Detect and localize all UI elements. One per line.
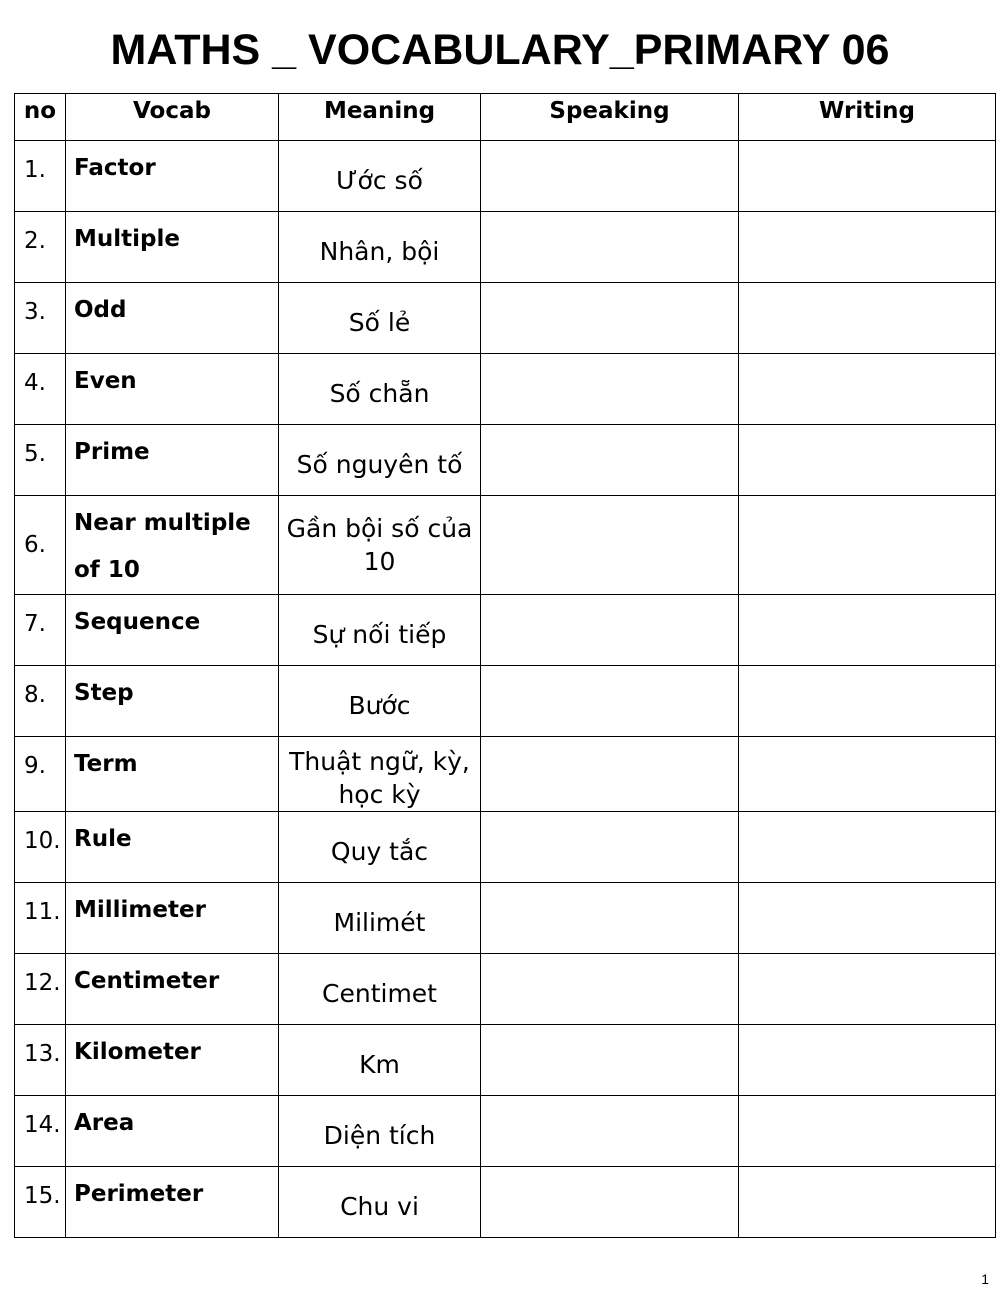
vocab-meaning: Diện tích	[279, 1096, 481, 1167]
table-row	[15, 812, 996, 883]
speaking-cell[interactable]	[481, 812, 739, 883]
speaking-cell[interactable]	[481, 141, 739, 212]
writing-cell[interactable]	[739, 1167, 996, 1238]
table-row	[15, 1167, 996, 1238]
vocab-meaning: Gần bội số của 10	[279, 496, 481, 595]
writing-cell[interactable]	[739, 283, 996, 354]
vocab-term: Area	[66, 1096, 279, 1167]
vocab-term: Kilometer	[66, 1025, 279, 1096]
table-row	[15, 496, 996, 595]
vocab-term: Near multiple of 10	[66, 496, 279, 595]
table-row	[15, 354, 996, 425]
vocab-term: Prime	[66, 425, 279, 496]
writing-cell[interactable]	[739, 141, 996, 212]
vocab-meaning: Số nguyên tố	[279, 425, 481, 496]
table-row	[15, 212, 996, 283]
row-number: 7.	[15, 595, 66, 666]
writing-cell[interactable]	[739, 354, 996, 425]
row-number: 8.	[15, 666, 66, 737]
vocab-meaning: Centimet	[279, 954, 481, 1025]
table-row	[15, 1025, 996, 1096]
writing-cell[interactable]	[739, 666, 996, 737]
speaking-cell[interactable]	[481, 737, 739, 812]
speaking-cell[interactable]	[481, 954, 739, 1025]
speaking-cell[interactable]	[481, 1096, 739, 1167]
writing-cell[interactable]	[739, 425, 996, 496]
table-row	[15, 283, 996, 354]
writing-cell[interactable]	[739, 737, 996, 812]
row-number: 1.	[15, 141, 66, 212]
speaking-cell[interactable]	[481, 354, 739, 425]
writing-cell[interactable]	[739, 595, 996, 666]
speaking-cell[interactable]	[481, 666, 739, 737]
column-header-vocab: Vocab	[66, 94, 279, 141]
vocab-term: Multiple	[66, 212, 279, 283]
column-header-meaning: Meaning	[279, 94, 481, 141]
table-row	[15, 883, 996, 954]
vocab-meaning: Thuật ngữ, kỳ, học kỳ	[279, 737, 481, 812]
row-number: 14.	[15, 1096, 66, 1167]
speaking-cell[interactable]	[481, 496, 739, 595]
row-number: 12.	[15, 954, 66, 1025]
speaking-cell[interactable]	[481, 212, 739, 283]
row-number: 15.	[15, 1167, 66, 1238]
row-number: 6.	[15, 496, 66, 595]
row-number: 4.	[15, 354, 66, 425]
vocab-meaning: Km	[279, 1025, 481, 1096]
writing-cell[interactable]	[739, 496, 996, 595]
vocab-term: Even	[66, 354, 279, 425]
vocab-term: Rule	[66, 812, 279, 883]
speaking-cell[interactable]	[481, 595, 739, 666]
vocab-meaning: Milimét	[279, 883, 481, 954]
writing-cell[interactable]	[739, 954, 996, 1025]
page-title: MATHS _ VOCABULARY_PRIMARY 06	[110, 26, 890, 74]
vocab-meaning: Bước	[279, 666, 481, 737]
vocab-meaning: Ước số	[279, 141, 481, 212]
speaking-cell[interactable]	[481, 283, 739, 354]
row-number: 11.	[15, 883, 66, 954]
row-number: 3.	[15, 283, 66, 354]
row-number: 13.	[15, 1025, 66, 1096]
table-row	[15, 141, 996, 212]
row-number: 2.	[15, 212, 66, 283]
vocab-meaning: Chu vi	[279, 1167, 481, 1238]
vocab-term: Term	[66, 737, 279, 812]
speaking-cell[interactable]	[481, 1025, 739, 1096]
vocab-meaning: Số lẻ	[279, 283, 481, 354]
vocab-term: Sequence	[66, 595, 279, 666]
column-header-speaking: Speaking	[481, 94, 739, 141]
table-row	[15, 1096, 996, 1167]
table-row	[15, 425, 996, 496]
table-header-row	[15, 94, 996, 141]
row-number: 5.	[15, 425, 66, 496]
speaking-cell[interactable]	[481, 425, 739, 496]
table-row	[15, 666, 996, 737]
row-number: 10.	[15, 812, 66, 883]
speaking-cell[interactable]	[481, 883, 739, 954]
table-row	[15, 954, 996, 1025]
vocab-meaning: Quy tắc	[279, 812, 481, 883]
writing-cell[interactable]	[739, 212, 996, 283]
vocabulary-table	[14, 93, 996, 1238]
vocab-term: Millimeter	[66, 883, 279, 954]
vocab-term: Perimeter	[66, 1167, 279, 1238]
writing-cell[interactable]	[739, 1096, 996, 1167]
vocab-term: Centimeter	[66, 954, 279, 1025]
page-number: 1	[981, 1271, 989, 1287]
writing-cell[interactable]	[739, 812, 996, 883]
vocab-term: Factor	[66, 141, 279, 212]
table-row	[15, 595, 996, 666]
writing-cell[interactable]	[739, 883, 996, 954]
vocab-meaning: Nhân, bội	[279, 212, 481, 283]
vocab-term: Odd	[66, 283, 279, 354]
vocab-meaning: Sự nối tiếp	[279, 595, 481, 666]
vocab-term: Step	[66, 666, 279, 737]
row-number: 9.	[15, 737, 66, 812]
writing-cell[interactable]	[739, 1025, 996, 1096]
column-header-no: no	[15, 94, 66, 141]
column-header-writing: Writing	[739, 94, 996, 141]
vocab-meaning: Số chẵn	[279, 354, 481, 425]
speaking-cell[interactable]	[481, 1167, 739, 1238]
table-row	[15, 737, 996, 812]
